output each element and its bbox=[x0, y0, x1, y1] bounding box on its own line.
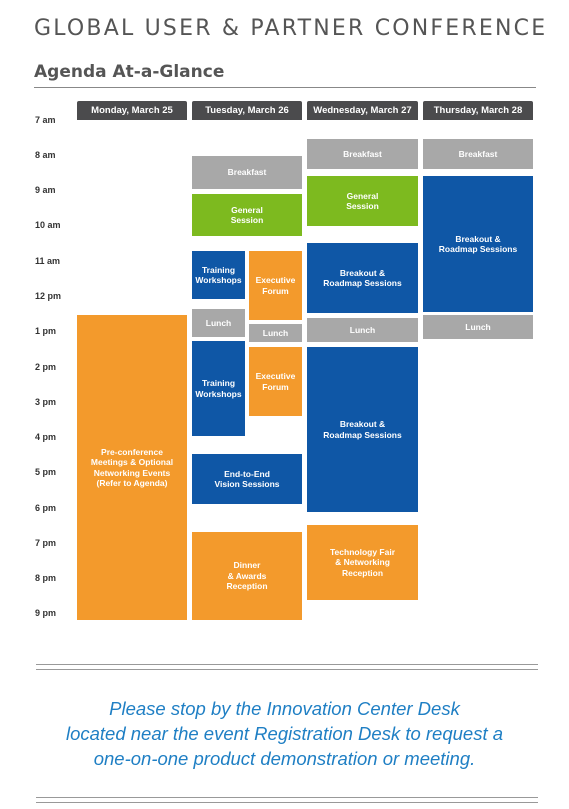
day-header-thursday: Thursday, March 28 bbox=[423, 101, 533, 120]
time-label: 9 am bbox=[35, 185, 56, 195]
agenda-subtitle: Agenda At-a-Glance bbox=[34, 62, 225, 82]
event-thu-breakfast: Breakfast bbox=[423, 139, 533, 169]
event-tue-vision-sessions: End-to-End Vision Sessions bbox=[192, 454, 302, 504]
event-wed-breakout-sessions: Breakout & Roadmap Sessions bbox=[307, 347, 418, 512]
time-label: 11 am bbox=[35, 256, 61, 266]
time-label: 10 am bbox=[35, 220, 61, 230]
event-tue-lunch: Lunch bbox=[249, 324, 302, 342]
event-tue-lunch: Lunch bbox=[192, 309, 245, 337]
footer-divider bbox=[36, 802, 538, 803]
day-header-wednesday: Wednesday, March 27 bbox=[307, 101, 418, 120]
event-wed-lunch: Lunch bbox=[307, 318, 418, 342]
note-line: located near the event Registration Desk to request a bbox=[65, 723, 504, 744]
event-thu-lunch: Lunch bbox=[423, 315, 533, 339]
day-header-monday: Monday, March 25 bbox=[77, 101, 187, 120]
innovation-center-note bbox=[0, 696, 569, 771]
time-label: 2 pm bbox=[35, 362, 57, 372]
event-preconference: Pre-conference Meetings & Optional Networking Events (Refer to Agenda) bbox=[77, 315, 187, 620]
event-tue-training-workshops: Training Workshops bbox=[192, 341, 245, 436]
time-label: 4 pm bbox=[35, 432, 57, 442]
event-tue-dinner-awards: Dinner & Awards Reception bbox=[192, 532, 302, 620]
event-wed-general-session: General Session bbox=[307, 176, 418, 226]
time-label: 1 pm bbox=[35, 326, 57, 336]
event-tue-executive-forum: Executive Forum bbox=[249, 251, 302, 320]
event-wed-breakout-sessions: Breakout & Roadmap Sessions bbox=[307, 243, 418, 313]
event-tue-general-session: General Session bbox=[192, 194, 302, 236]
time-label: 7 am bbox=[35, 115, 56, 125]
footer-divider bbox=[36, 797, 538, 798]
time-label: 5 pm bbox=[35, 467, 57, 477]
event-tue-training-workshops: Training Workshops bbox=[192, 251, 245, 299]
footer-divider bbox=[36, 664, 538, 665]
event-wed-technology-fair: Technology Fair & Networking Reception bbox=[307, 525, 418, 600]
day-header-tuesday: Tuesday, March 26 bbox=[192, 101, 302, 120]
note-line: Please stop by the Innovation Center Desk bbox=[109, 698, 460, 719]
event-tue-executive-forum: Executive Forum bbox=[249, 347, 302, 416]
time-label: 12 pm bbox=[35, 291, 62, 301]
time-label: 3 pm bbox=[35, 397, 57, 407]
time-label: 6 pm bbox=[35, 503, 57, 513]
time-label: 8 pm bbox=[35, 573, 57, 583]
time-label: 9 pm bbox=[35, 608, 57, 618]
time-label: 7 pm bbox=[35, 538, 57, 548]
event-tue-breakfast: Breakfast bbox=[192, 156, 302, 189]
page-title: GLOBAL USER & PARTNER CONFERENCE bbox=[34, 16, 548, 41]
footer-divider bbox=[36, 669, 538, 670]
time-label: 8 am bbox=[35, 150, 56, 160]
event-thu-breakout-sessions: Breakout & Roadmap Sessions bbox=[423, 176, 533, 312]
note-line: one-on-one product demonstration or meeting. bbox=[93, 748, 476, 769]
event-wed-breakfast: Breakfast bbox=[307, 139, 418, 169]
title-divider bbox=[34, 87, 536, 88]
